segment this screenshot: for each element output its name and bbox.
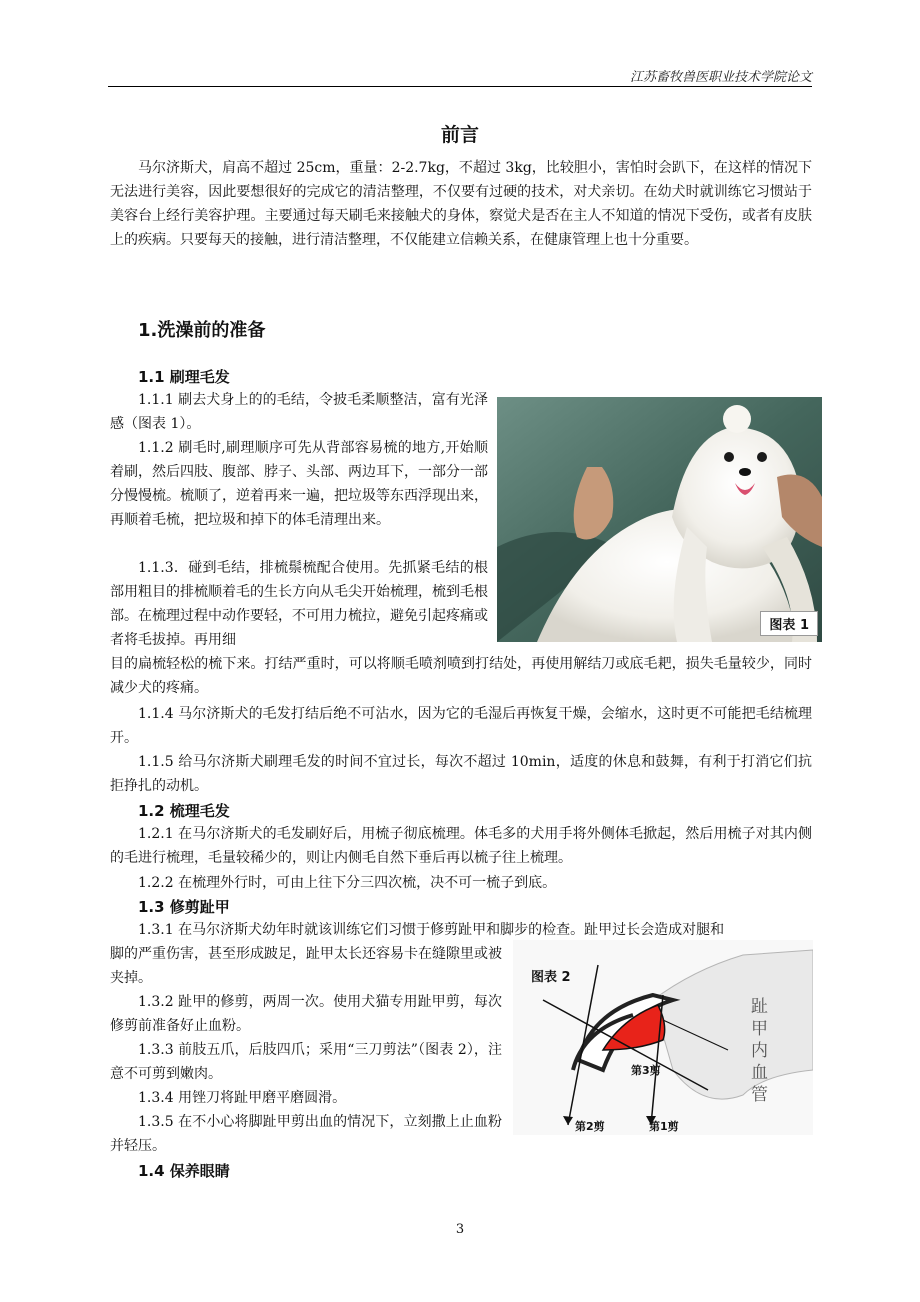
page-title: 前言 xyxy=(440,124,479,146)
para-1-3-1b: 脚的严重伤害，甚至形成跛足，趾甲太长还容易卡在缝隙里或被夹掉。 xyxy=(110,946,502,986)
para-1-1-4: 1.1.4 马尔济斯犬的毛发打结后绝不可沾水，因为它的毛湿后再恢复干燥，会缩水，这时更不可能把毛结梳理开。 xyxy=(110,706,812,746)
para-1-3-4: 1.3.4 用锉刀将趾甲磨平磨圆滑。 xyxy=(138,1090,347,1106)
para-1-3-1a: 1.3.1 在马尔济斯犬幼年时就该训练它们习惯于修剪趾甲和脚步的检查。趾甲过长会造成对腿和 xyxy=(138,922,725,938)
figure-1-label: 图表 1 xyxy=(760,611,818,636)
dog-photo-illustration xyxy=(497,397,822,642)
para-1-3-2: 1.3.2 趾甲的修剪，两周一次。使用犬猫专用趾甲剪，每次修剪前准备好止血粉。 xyxy=(110,994,502,1034)
cut-2-label: 第2剪 xyxy=(575,1120,605,1133)
para-1-1-3a: 1.1.3．碰到毛结，排梳鬃梳配合使用。先抓紧毛结的根部用粗目的排梳顺着毛的生长方向从毛尖开始梳理，梳到毛根部。在梳理过程中动作要轻，不可用力梳拉，避免引起疼痛或者将毛拔掉。再用细 xyxy=(110,560,488,648)
figure-2-label: 图表 2 xyxy=(531,970,571,985)
section-1-3-heading: 1.3 修剪趾甲 xyxy=(138,898,230,916)
section-1-1-heading: 1.1 刷理毛发 xyxy=(138,368,230,386)
para-1-1-3b: 目的扁梳轻松的梳下来。打结严重时，可以将顺毛喷剂喷到打结处，再使用解结刀或底毛耙，损失毛量较少，同时减少犬的疼痛。 xyxy=(110,656,812,696)
figure-1-photo xyxy=(497,397,822,642)
figure-2-diagram xyxy=(513,940,813,1135)
para-1-2-1: 1.2.1 在马尔济斯犬的毛发刷好后，用梳子彻底梳理。体毛多的犬用手将外侧体毛掀起，然后用梳子对其内侧的毛进行梳理，毛量较稀少的，则让内侧毛自然下垂后再以梳子往上梳理。 xyxy=(110,826,812,866)
para-1-1-2: 1.1.2 刷毛时,刷理顺序可先从背部容易梳的地方,开始顺着刷，然后四肢、腹部、脖子、头部、两边耳下，一部分一部分慢慢梳。梳顺了，逆着再来一遍，把垃圾等东西浮现出来，再顺着毛梳，把垃圾和掉下的体毛清理出来。 xyxy=(110,440,488,528)
para-1-3-5: 1.3.5 在不小心将脚趾甲剪出血的情况下，立刻撒上止血粉并轻压。 xyxy=(110,1114,502,1154)
page-number: 3 xyxy=(455,1222,465,1237)
para-1-1-5: 1.1.5 给马尔济斯犬刷理毛发的时间不宜过长，每次不超过 10min，适度的休息和鼓舞，有利于打消它们抗拒挣扎的动机。 xyxy=(110,754,812,794)
para-1-2-2: 1.2.2 在梳理外行时，可由上往下分三四次梳，决不可一梳子到底。 xyxy=(138,875,557,891)
header-rule xyxy=(108,86,812,87)
intro-paragraph: 马尔济斯犬，肩高不超过 25cm，重量：2-2.7kg，不超过 3kg，比较胆小，害怕时会趴下，在这样的情况下无法进行美容，因此要想很好的完成它的清洁整理，不仅要有过硬的技术，对犬亲切。在幼犬时就训练它习惯站于美容台上经行美容护理。主要通过每天刷毛来接触犬的身体，察觉犬是否在主人不知道的情况下受伤，或者有皮肤上的疾病。只要每天的接触，进行清洁整理，不仅能建立信赖关系，在健康管理上也十分重要。 xyxy=(110,160,812,248)
figure-2-side-label: 趾 甲 内 血 管 xyxy=(751,997,768,1105)
para-1-1-1: 1.1.1 刷去犬身上的的毛结，令披毛柔顺整洁，富有光泽感（图表 1）。 xyxy=(110,392,488,432)
section-1-heading: 1.洗澡前的准备 xyxy=(138,320,266,341)
cut-3-label: 第3剪 xyxy=(631,1064,661,1077)
para-1-3-3: 1.3.3 前肢五爪，后肢四爪；采用“三刀剪法”（图表 2），注意不可剪到嫩肉。 xyxy=(110,1042,502,1082)
cut-1-label: 第1剪 xyxy=(649,1120,679,1133)
section-1-2-heading: 1.2 梳理毛发 xyxy=(138,802,230,820)
header-text: 江苏畜牧兽医职业技术学院论文 xyxy=(629,70,812,85)
section-1-4-heading: 1.4 保养眼睛 xyxy=(138,1162,230,1180)
